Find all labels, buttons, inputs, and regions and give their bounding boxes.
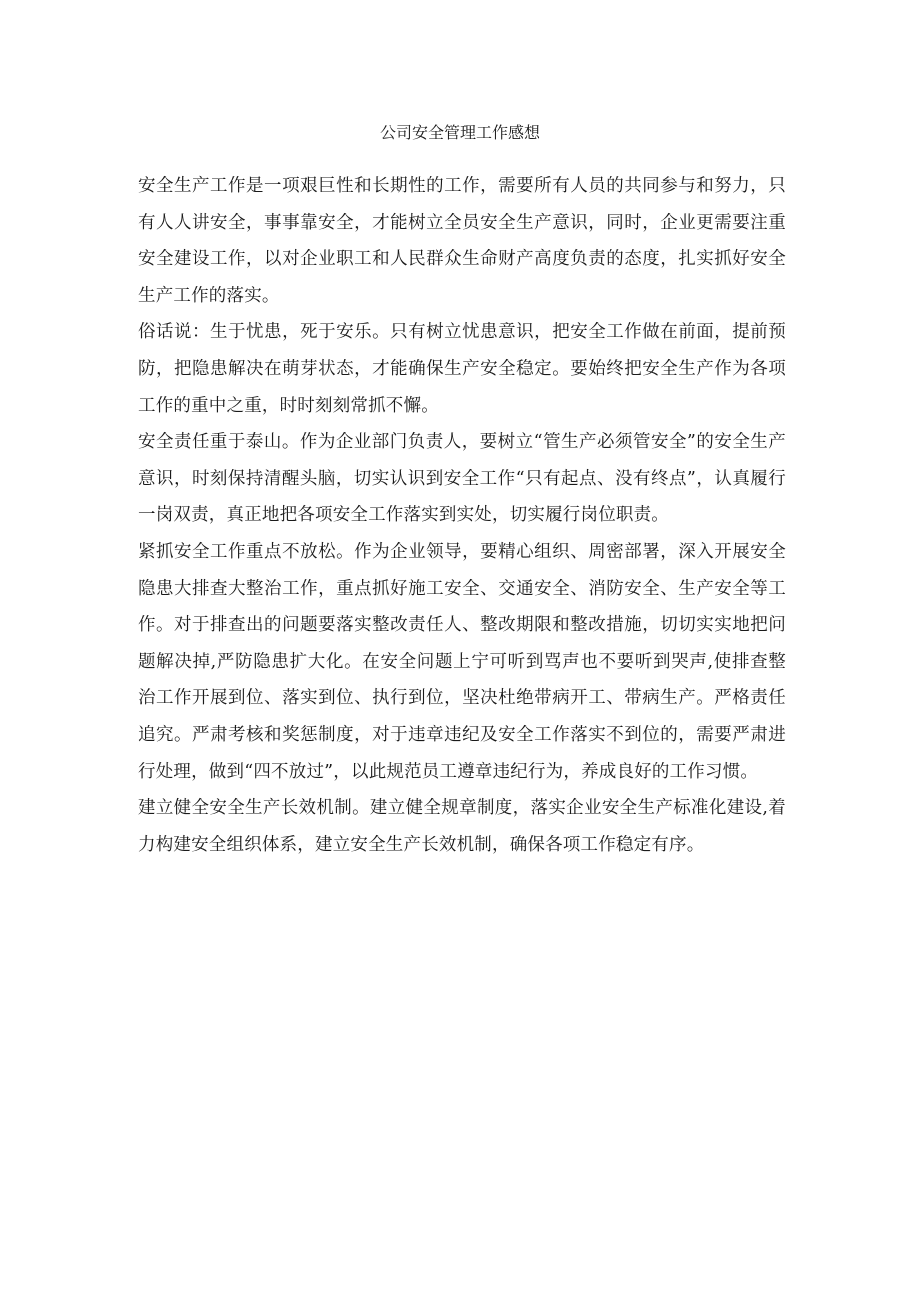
document-body	[138, 168, 786, 863]
paragraph-2: 俗话说：生于忧患，死于安乐。只有树立忧患意识，把安全工作做在前面，提前预防，把隐患解决在萌芽状态，才能确保生产安全稳定。要始终把安全生产作为各项工作的重中之重，时时刻刻常抓不懈。	[138, 322, 786, 416]
paragraph-3: 安全责任重于泰山。作为企业部门负责人，要树立“管生产必须管安全”的安全生产意识，时刻保持清醒头脑，切实认识到安全工作“只有起点、没有终点”，认真履行一岗双责，真正地把各项安全工作落实到实处，切实履行岗位职责。	[138, 432, 786, 526]
paragraph-1: 安全生产工作是一项艰巨性和长期性的工作，需要所有人员的共同参与和努力，只有人人讲安全，事事靠安全，才能树立全员安全生产意识，同时，企业更需要注重安全建设工作，以对企业职工和人民群众生命财产高度负责的态度，扎实抓好安全生产工作的落实。	[138, 176, 786, 306]
paragraph-5: 建立健全安全生产长效机制。建立健全规章制度，落实企业安全生产标准化建设,着力构建安全组织体系，建立安全生产长效机制，确保各项工作稳定有序。	[138, 798, 786, 855]
document-title: 公司安全管理工作感想	[379, 123, 540, 142]
paragraph-4: 紧抓安全工作重点不放松。作为企业领导，要精心组织、周密部署，深入开展安全隐患大排查大整治工作，重点抓好施工安全、交通安全、消防安全、生产安全等工作。对于排查出的问题要落实整改责任人、整改期限和整改措施，切切实实地把问题解决掉,严防隐患扩大化。在安全问题上宁可听到骂声也不要听到哭声,使排查整治工作开展到位、落实到位、执行到位，坚决杜绝带病开工、带病生产。严格责任追究。严肃考核和奖惩制度，对于违章违纪及安全工作落实不到位的，需要严肃进行处理，做到“四不放过”，以此规范员工遵章违纪行为，养成良好的工作习惯。	[138, 541, 786, 782]
